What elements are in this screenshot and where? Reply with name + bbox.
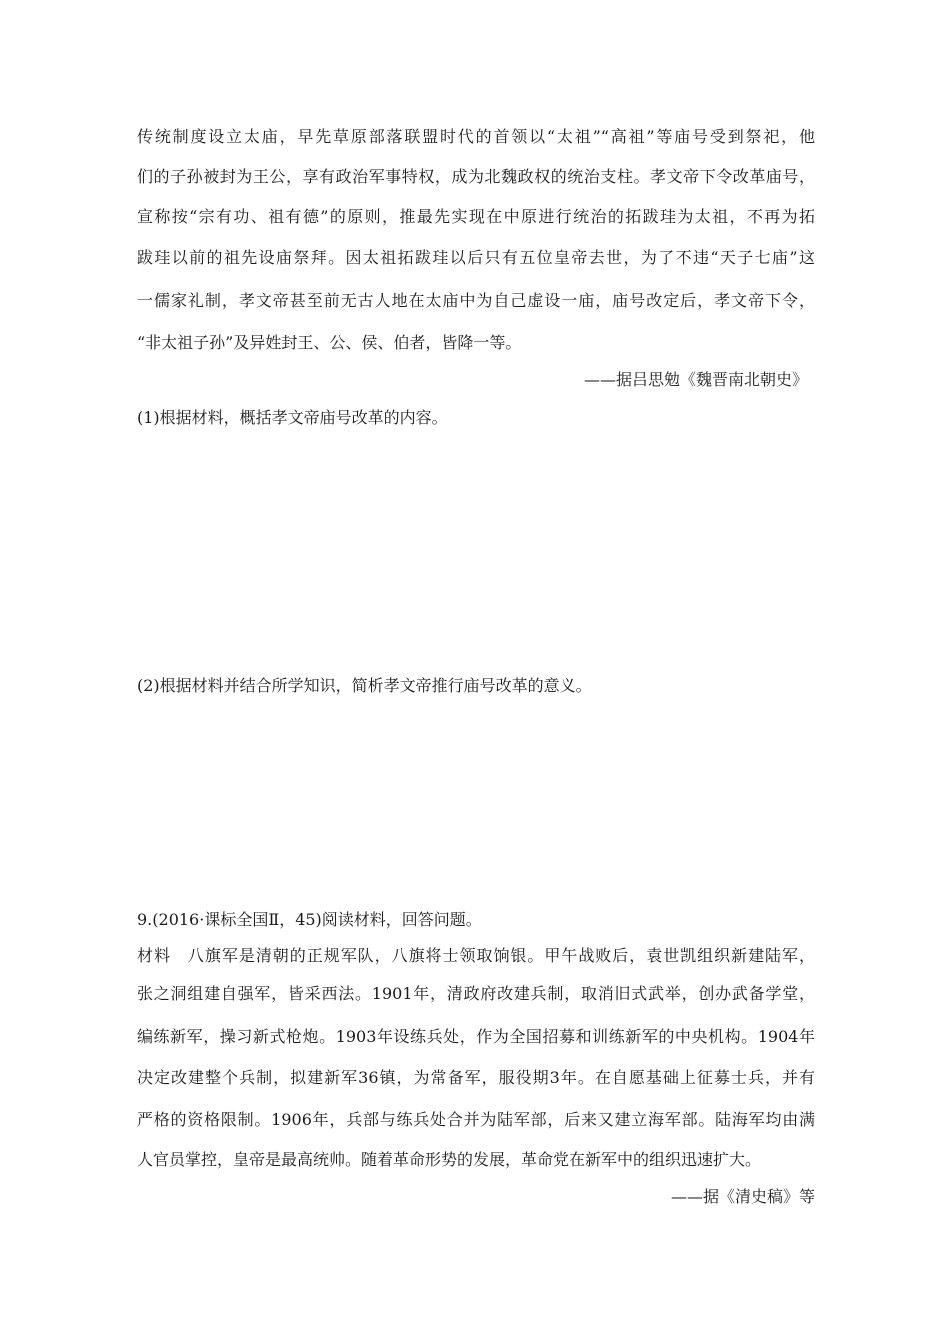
problem-9-line-2: 张之洞组建自强军，皆采西法。1901年，清政府改建兵制，取消旧式武举，创办武备学堂，: [137, 984, 815, 1003]
passage-1-line-3: 宣称按“宗有功、祖有德”的原则，推最先实现在中原进行统治的拓跋珪为太祖，不再为拓: [137, 207, 815, 226]
problem-9-header: 9.(2016·课标全国Ⅱ，45)阅读材料，回答问题。: [137, 910, 482, 929]
question-2: (2)根据材料并结合所学知识，简析孝文帝推行庙号改革的意义。: [137, 676, 592, 695]
passage-1-line-6: “非太祖子孙”及异姓封王、公、侯、伯者，皆降一等。: [137, 333, 522, 352]
passage-1-line-4: 跋珪以前的祖先设庙祭拜。因太祖拓跋珪以后只有五位皇帝去世，为了不违“天子七庙”这: [137, 248, 815, 267]
problem-9-line-3: 编练新军，操习新式枪炮。1903年设练兵处，作为全国招募和训练新军的中央机构。1904年: [137, 1027, 815, 1046]
passage-1-line-2: 们的子孙被封为王公，享有政治军事特权，成为北魏政权的统治支柱。孝文帝下令改革庙号，: [137, 167, 815, 186]
problem-9-line-5: 严格的资格限制。1906年，兵部与练兵处合并为陆军部，后来又建立海军部。陆海军均由满: [137, 1110, 815, 1129]
passage-1-source: ——据吕思勉《魏晋南北朝史》: [583, 370, 808, 389]
passage-1-line-5: 一儒家礼制，孝文帝甚至前无古人地在太庙中为自己虚设一庙，庙号改定后，孝文帝下令，: [137, 291, 815, 310]
passage-1-line-1: 传统制度设立太庙，早先草原部落联盟时代的首领以“太祖”“高祖”等庙号受到祭祀，他: [137, 127, 815, 146]
problem-9-line-6: 人官员掌控，皇帝是最高统帅。随着革命形势的发展，革命党在新军中的组织迅速扩大。: [137, 1150, 762, 1169]
problem-9-source: ——据《清史稿》等: [670, 1187, 815, 1206]
question-1: (1)根据材料，概括孝文帝庙号改革的内容。: [137, 408, 448, 427]
problem-9-line-1: 材料 八旗军是清朝的正规军队，八旗将士领取饷银。甲午战败后，袁世凯组织新建陆军，: [137, 946, 815, 965]
problem-9-line-4: 决定改建整个兵制，拟建新军36镇，为常备军，服役期3年。在自愿基础上征募士兵，并有: [137, 1068, 815, 1087]
